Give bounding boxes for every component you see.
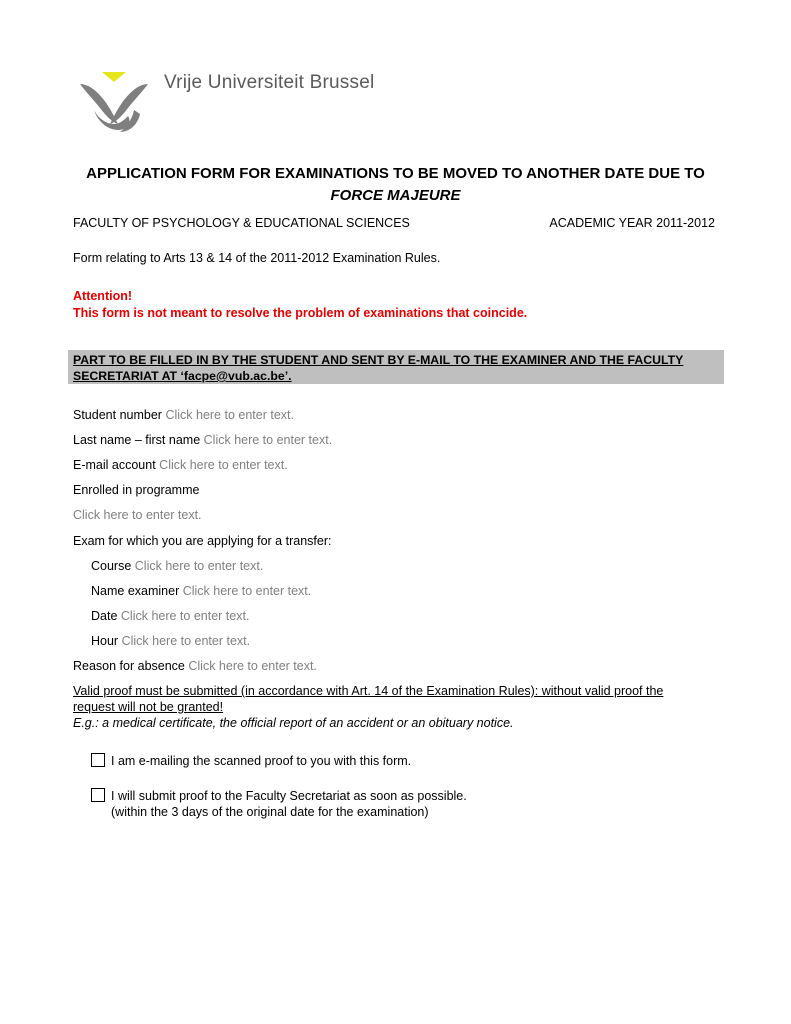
academic-year-label: ACADEMIC YEAR 2011-2012 bbox=[549, 216, 715, 230]
hour-input[interactable]: Click here to enter text. bbox=[121, 634, 251, 648]
reason-row bbox=[73, 659, 317, 673]
secretariat-proof-checkbox[interactable] bbox=[91, 788, 105, 802]
date-row bbox=[91, 609, 249, 623]
name-input[interactable]: Click here to enter text. bbox=[203, 433, 333, 447]
student-number-label: Student number bbox=[73, 408, 162, 422]
course-label: Course bbox=[91, 559, 132, 573]
email-label: E-mail account bbox=[73, 458, 156, 472]
attention-notice bbox=[73, 288, 527, 322]
checkbox-note: (within the 3 days of the original date for the examination) bbox=[111, 805, 429, 819]
page-title bbox=[60, 163, 731, 207]
attention-text: This form is not meant to resolve the problem of examinations that coincide. bbox=[73, 306, 528, 320]
course-row bbox=[91, 559, 263, 573]
attention-heading: Attention! bbox=[73, 289, 133, 303]
university-name: Vrije Universiteit Brussel bbox=[164, 72, 375, 93]
title-line-2: FORCE MAJEURE bbox=[330, 187, 461, 204]
vub-logo-icon bbox=[74, 70, 154, 136]
course-input[interactable]: Click here to enter text. bbox=[134, 559, 264, 573]
reason-input[interactable]: Click here to enter text. bbox=[188, 659, 317, 673]
hour-label: Hour bbox=[91, 634, 119, 648]
banner-line-2: SECRETARIAT AT ‘facpe@vub.ac.be’. bbox=[73, 369, 292, 383]
proof-notice-line-1: Valid proof must be submitted (in accordance with Art. 14 of the Examination Rules): without valid proof the bbox=[73, 684, 664, 698]
hour-row bbox=[91, 634, 250, 648]
programme-label: Enrolled in programme bbox=[73, 483, 200, 497]
student-number-row bbox=[73, 408, 294, 422]
checkbox-row-email bbox=[91, 753, 411, 770]
date-label: Date bbox=[91, 609, 118, 623]
name-row bbox=[73, 433, 332, 447]
secretariat-proof-label: I will submit proof to the Faculty Secretariat as soon as possible. bbox=[111, 789, 467, 803]
examiner-input[interactable]: Click here to enter text. bbox=[182, 584, 312, 598]
university-logo bbox=[74, 70, 384, 140]
section-banner bbox=[68, 350, 724, 384]
email-proof-checkbox[interactable] bbox=[91, 753, 105, 767]
email-input[interactable]: Click here to enter text. bbox=[159, 458, 288, 472]
examiner-label: Name examiner bbox=[91, 584, 180, 598]
exam-heading: Exam for which you are applying for a transfer: bbox=[73, 534, 332, 548]
date-input[interactable]: Click here to enter text. bbox=[120, 609, 250, 623]
student-number-input[interactable]: Click here to enter text. bbox=[165, 408, 294, 422]
examiner-row bbox=[91, 584, 311, 598]
email-proof-label: I am e-mailing the scanned proof to you with this form. bbox=[111, 754, 412, 768]
proof-example: E.g.: a medical certificate, the official report of an accident or an obituary notice. bbox=[73, 716, 514, 730]
proof-notice-line-2: request will not be granted! bbox=[73, 700, 224, 714]
proof-notice bbox=[73, 683, 713, 731]
email-row bbox=[73, 458, 288, 472]
rules-text: Form relating to Arts 13 & 14 of the 2011-2012 Examination Rules. bbox=[73, 251, 441, 265]
faculty-label: FACULTY OF PSYCHOLOGY & EDUCATIONAL SCIENCES bbox=[73, 216, 410, 230]
title-line-1: APPLICATION FORM FOR EXAMINATIONS TO BE MOVED TO ANOTHER DATE DUE TO bbox=[86, 165, 705, 182]
programme-input[interactable]: Click here to enter text. bbox=[73, 508, 202, 522]
banner-line-1: PART TO BE FILLED IN BY THE STUDENT AND SENT BY E-MAIL TO THE EXAMINER AND THE FACULTY bbox=[73, 353, 684, 367]
checkbox-row-secretariat bbox=[91, 788, 467, 805]
name-label: Last name – first name bbox=[73, 433, 201, 447]
reason-label: Reason for absence bbox=[73, 659, 185, 673]
